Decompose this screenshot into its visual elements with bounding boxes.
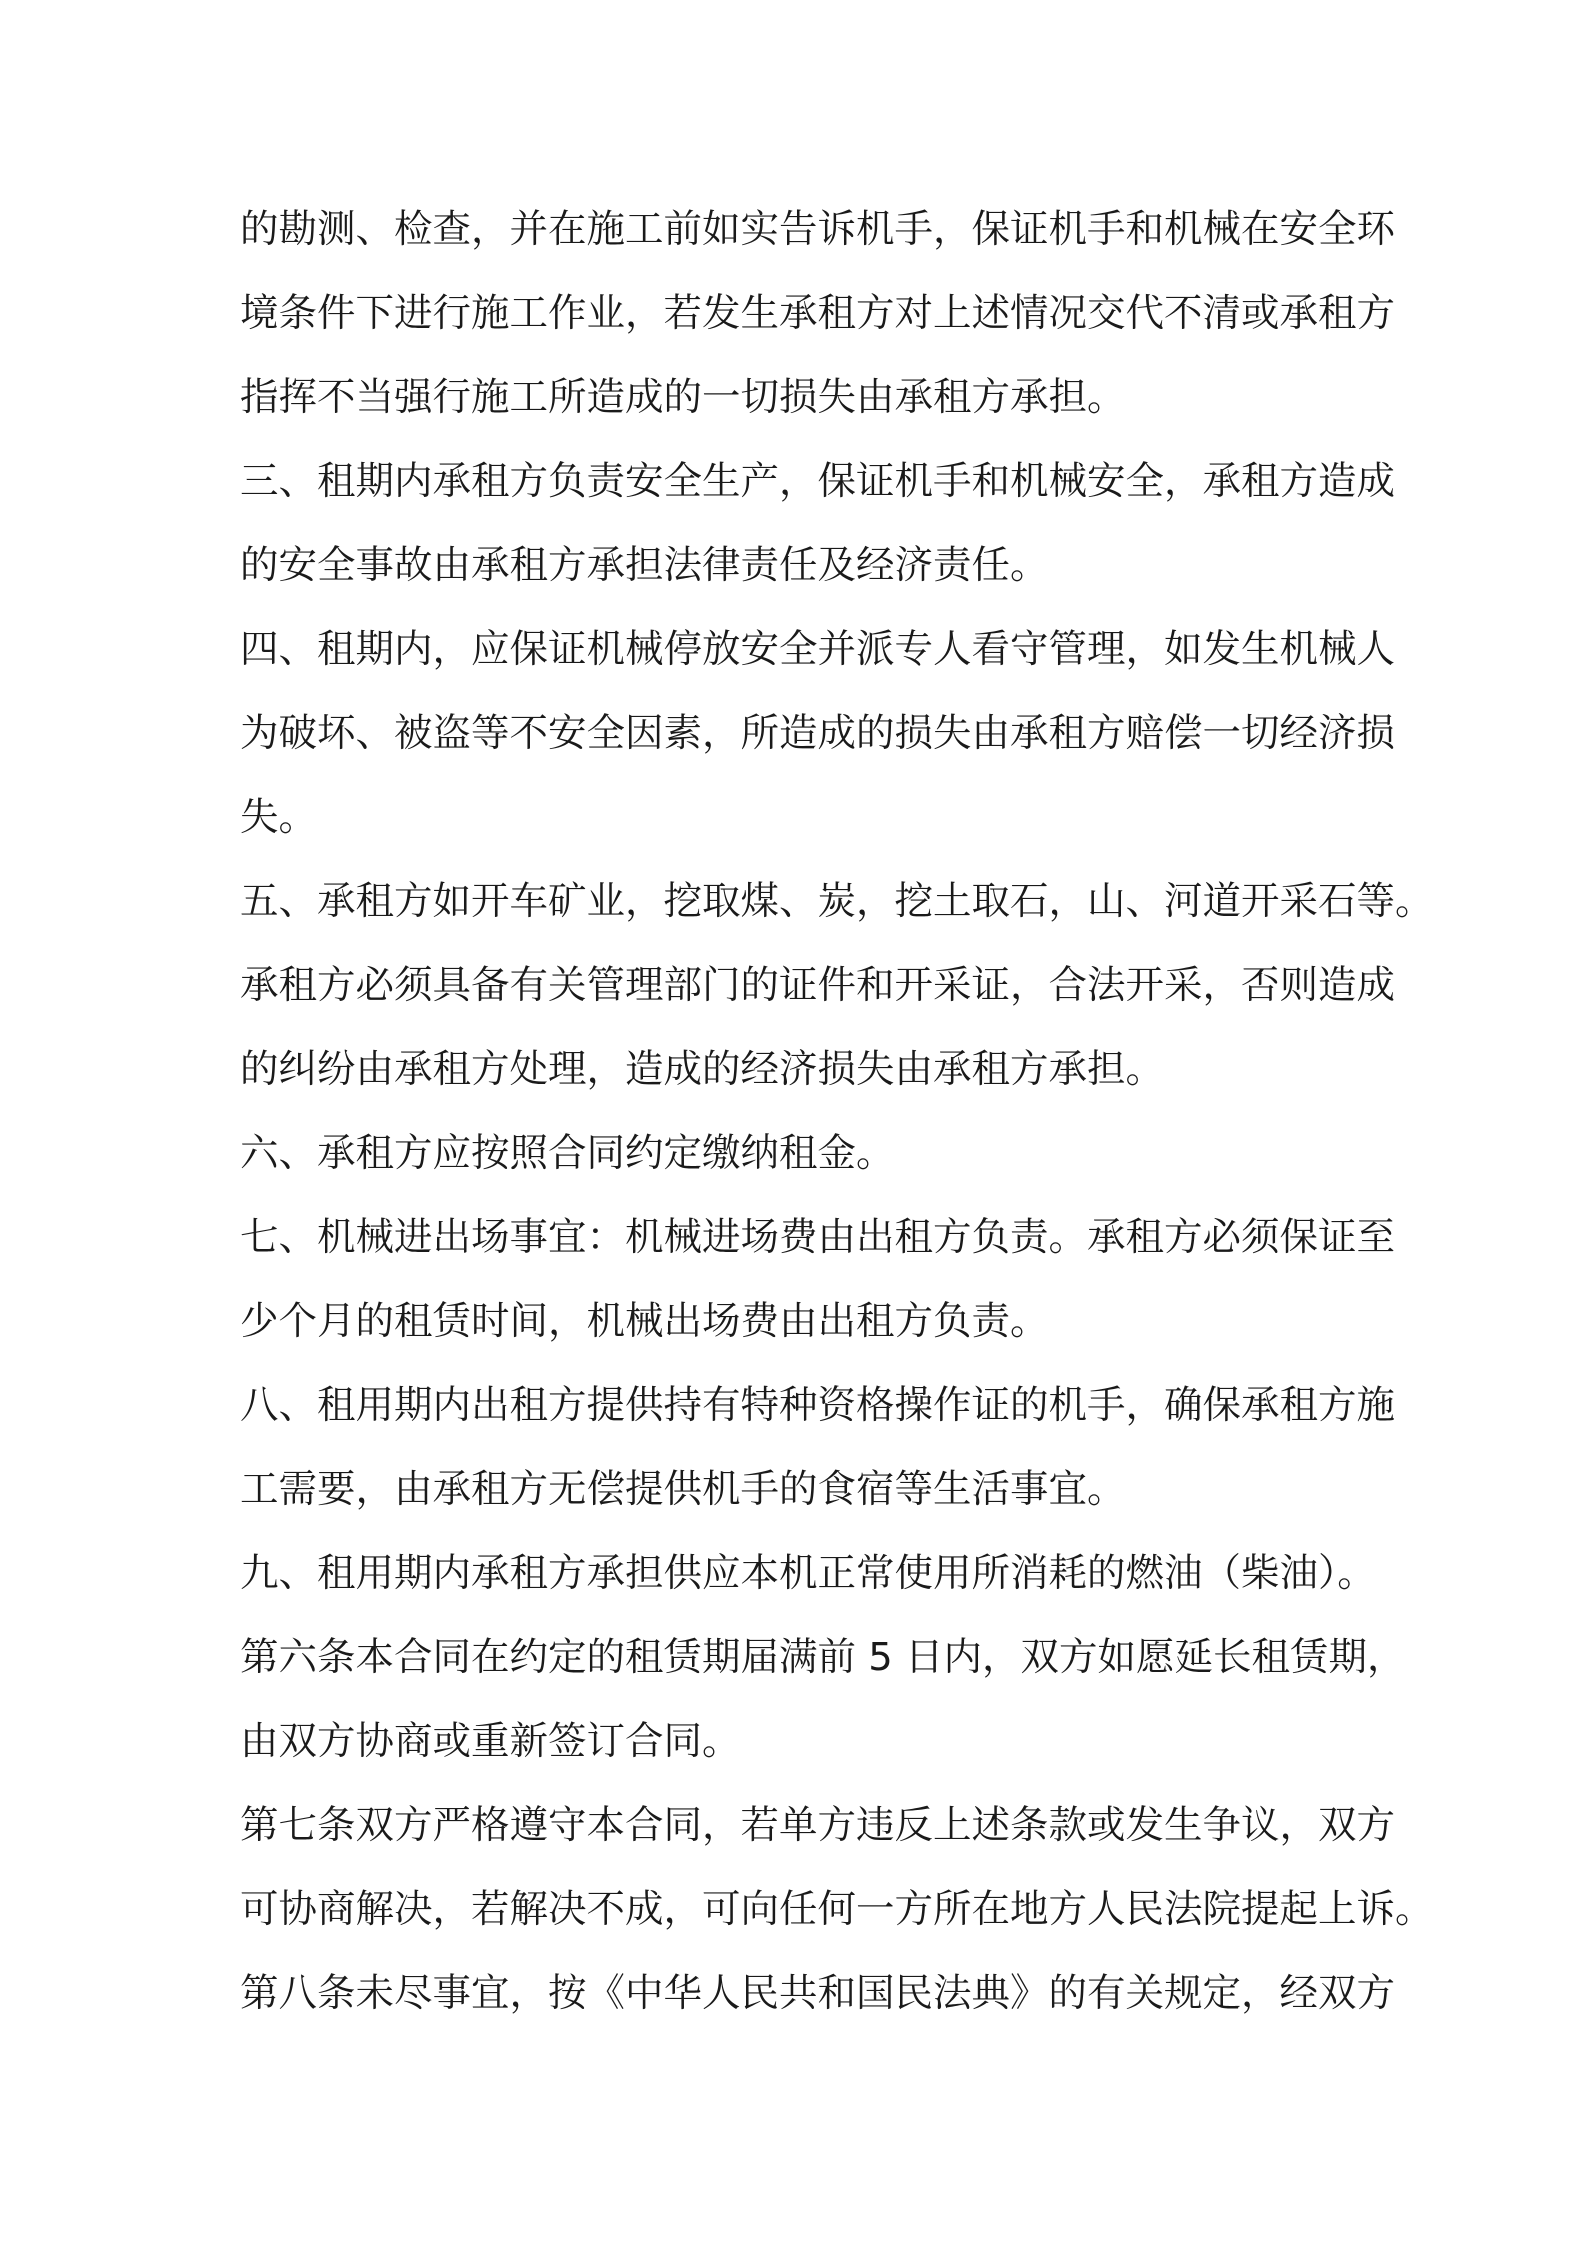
text-line: 第八条未尽事宜，按《中华人民共和国民法典》的有关规定，经双方 xyxy=(240,1971,1396,2016)
contract-text xyxy=(240,188,1434,2036)
text-line: 少个月的租赁时间，机械出场费由出租方负责。 xyxy=(240,1299,1049,1344)
text-line: 的勘测、检查，并在施工前如实告诉机手，保证机手和机械在安全环 xyxy=(240,207,1396,252)
text-line: 第七条双方严格遵守本合同，若单方违反上述条款或发生争议，双方 xyxy=(240,1803,1396,1848)
text-line: 的纠纷由承租方处理，造成的经济损失由承租方承担。 xyxy=(240,1047,1165,1092)
text-line: 四、租期内，应保证机械停放安全并派专人看守管理，如发生机械人 xyxy=(240,627,1396,672)
text-line: 由双方协商或重新签订合同。 xyxy=(240,1719,741,1764)
text-line: 承租方必须具备有关管理部门的证件和开采证，合法开采，否则造成 xyxy=(240,963,1396,1008)
text-line: 八、租用期内出租方提供持有特种资格操作证的机手，确保承租方施 xyxy=(240,1383,1396,1428)
text-line: 工需要，由承租方无偿提供机手的食宿等生活事宜。 xyxy=(240,1467,1126,1512)
text-line: 三、租期内承租方负责安全生产，保证机手和机械安全，承租方造成 xyxy=(240,459,1396,504)
text-line: 九、租用期内承租方承担供应本机正常使用所消耗的燃油（柴油）。 xyxy=(240,1551,1376,1596)
text-line: 指挥不当强行施工所造成的一切损失由承租方承担。 xyxy=(240,375,1126,420)
text-line: 七、机械进出场事宜：机械进场费由出租方负责。承租方必须保证至 xyxy=(240,1215,1396,1260)
text-line: 的安全事故由承租方承担法律责任及经济责任。 xyxy=(240,543,1049,588)
text-line: 六、承租方应按照合同约定缴纳租金。 xyxy=(240,1131,895,1176)
text-line: 五、承租方如开车矿业，挖取煤、炭，挖土取石，山、河道开采石等。 xyxy=(240,879,1434,924)
text-line: 失。 xyxy=(240,795,318,840)
text-line: 第六条本合同在约定的租赁期届满前 5 日内，双方如愿延长租赁期， xyxy=(240,1635,1406,1680)
text-line: 为破坏、被盗等不安全因素，所造成的损失由承租方赔偿一切经济损 xyxy=(240,711,1396,756)
text-line: 境条件下进行施工作业，若发生承租方对上述情况交代不清或承租方 xyxy=(240,291,1396,336)
text-line: 可协商解决，若解决不成，可向任何一方所在地方人民法院提起上诉。 xyxy=(240,1887,1434,1932)
